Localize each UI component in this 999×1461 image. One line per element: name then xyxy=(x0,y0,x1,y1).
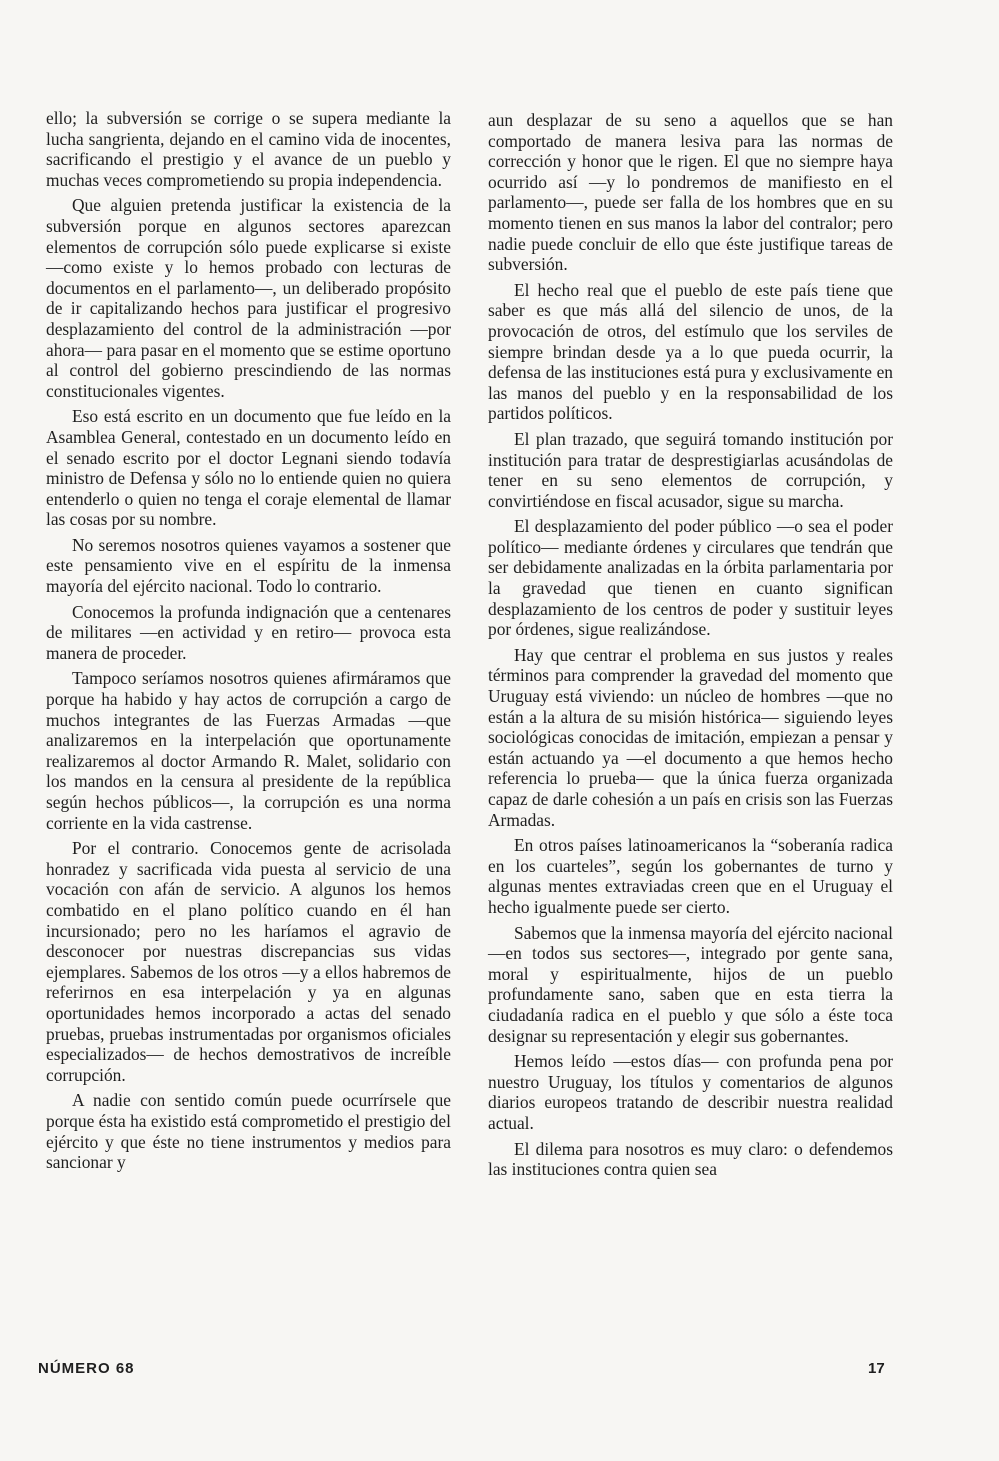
paragraph: El hecho real que el pueblo de este país tiene que saber es que más allá del silencio de unos, de la provocación de otros, del estímulo que los serviles de siempre brindan desde ya a lo que pueda ocurrir, la defensa de las instituciones está pura y exclusivamente en las manos del pueblo y en la responsabilidad de los partidos políticos. xyxy=(488,279,893,424)
page-number: 17 xyxy=(868,1360,885,1377)
paragraph: A nadie con sentido común puede ocurrírsele que porque ésta ha existido está comprometido el prestigio del ejército y que éste no tiene instrumentos y medios para sancionar y xyxy=(46,1090,451,1173)
paragraph: Tampoco seríamos nosotros quienes afirmáramos que porque ha habido y hay actos de corrupción a cargo de muchos integrantes de las Fuerzas Armadas —que analizaremos en la interpelación que oportunamente realizaremos al doctor Armando R. Malet, solidario con los mandos en la censura al presidente de la república según hechos públicos—, la corrupción es una norma corriente en la vida castrense. xyxy=(46,668,451,833)
issue-number: NÚMERO 68 xyxy=(38,1360,135,1377)
paragraph: aun desplazar de su seno a aquellos que se han comportado de manera lesiva para las normas de corrección y honor que le rigen. El que no siempre haya ocurrido así —y lo pondremos de manifiesto en el parlamento—, puede ser falla de los hombres que en su momento tienen en sus manos la labor del contralor; pero nadie puede concluir de ello que éste justifique tareas de subversión. xyxy=(488,110,893,275)
paragraph: En otros países latinoamericanos la “soberanía radica en los cuarteles”, según los gobernantes de turno y algunas mentes extraviadas creen que en el Uruguay el hecho igualmente puede ser cierto. xyxy=(488,835,893,917)
paragraph: Por el contrario. Conocemos gente de acrisolada honradez y sacrificada vida puesta al servicio de una vocación con afán de servicio. A algunos los hemos combatido en el plano político cuando en él han incursionado; pero no les haríamos el agravio de desconocer por nuestras discrepancias sus vidas ejemplares. Sabemos de los otros —y a ellos habremos de referirnos en esa interpelación y ya en algunas oportunidades hemos incorporado a actas del senado pruebas, pruebas instrumentadas por organismos oficiales especializados— de hechos demostrativos de increíble corrupción. xyxy=(46,838,451,1085)
paragraph: El dilema para nosotros es muy claro: o defendemos las instituciones contra quien sea xyxy=(488,1138,893,1180)
paragraph: Conocemos la profunda indignación que a centenares de militares —en actividad y en retiro— provoca esta manera de proceder. xyxy=(46,601,451,663)
paragraph: Hay que centrar el problema en sus justos y reales términos para comprender la gravedad del momento que Uruguay está viviendo: un núcleo de hombres —que no están a la altura de su misión histórica— siguiendo leyes sociológicas conocidas de imitación, empiezan a pensar y están actuando ya —el documento a que hemos hecho referencia lo prueba— que la única fuerza organizada capaz de darle cohesión a un país en crisis son las Fuerzas Armadas. xyxy=(488,644,893,830)
paragraph: No seremos nosotros quienes vayamos a sostener que este pensamiento vive en el espíritu de la inmensa mayoría del ejército nacional. Todo lo contrario. xyxy=(46,534,451,597)
paragraph: Que alguien pretenda justificar la existencia de la subversión porque en algunos sectores aparezcan elementos de corrupción sólo puede explicarse si existe —como existe y lo hemos probado con lecturas de documentos en el parlamento—, un deliberado propósito de ir capitalizando hechos para justificar el progresivo desplazamiento del control de la administración —por ahora— para pasar en el momento que se estime oportuno al control del gobierno prescindiendo de las normas constitucionales vigentes. xyxy=(46,195,451,401)
paragraph: Hemos leído —estos días— con profunda pena por nuestro Uruguay, los títulos y comentarios de algunos diarios europeos tratando de describir nuestra realidad actual. xyxy=(488,1051,893,1133)
paragraph: Sabemos que la inmensa mayoría del ejército nacional —en todos sus sectores—, integrado por gente sana, moral y espiritualmente, hijos de un pueblo profundamente sano, saben que en esta tierra la ciudadanía radica en el pueblo y que sólo a éste toca designar su representación y elegir sus gobernantes. xyxy=(488,922,893,1046)
paragraph: El desplazamiento del poder público —o sea el poder político— mediante órdenes y circulares que tendrán que ser debidamente analizadas en la órbita parlamentaria por la gravedad que tienen en cuanto significan desplazamiento de los centros de poder y sustituir leyes por órdenes, sigue realizándose. xyxy=(488,516,893,640)
paragraph: Eso está escrito en un documento que fue leído en la Asamblea General, contestado en un documento leído en el senado escrito por el doctor Legnani siendo todavía ministro de Defensa y sólo no lo entiende quien no quiera entenderlo o quien no tenga el coraje elemental de llamar las cosas por su nombre. xyxy=(46,406,451,530)
paragraph: El plan trazado, que seguirá tomando institución por institución para tratar de desprestigiarlas acusándolas de tener en su seno elementos de corrupción, y convirtiéndose en fiscal acusador, sigue su marcha. xyxy=(488,428,893,511)
left-text-column xyxy=(46,108,451,1178)
paragraph: ello; la subversión se corrige o se supera mediante la lucha sangrienta, dejando en el camino vida de inocentes, sacrificando el prestigio y el avance de un pueblo y muchas veces comprometiendo su propia independencia. xyxy=(46,108,451,190)
right-text-column xyxy=(488,110,893,1185)
